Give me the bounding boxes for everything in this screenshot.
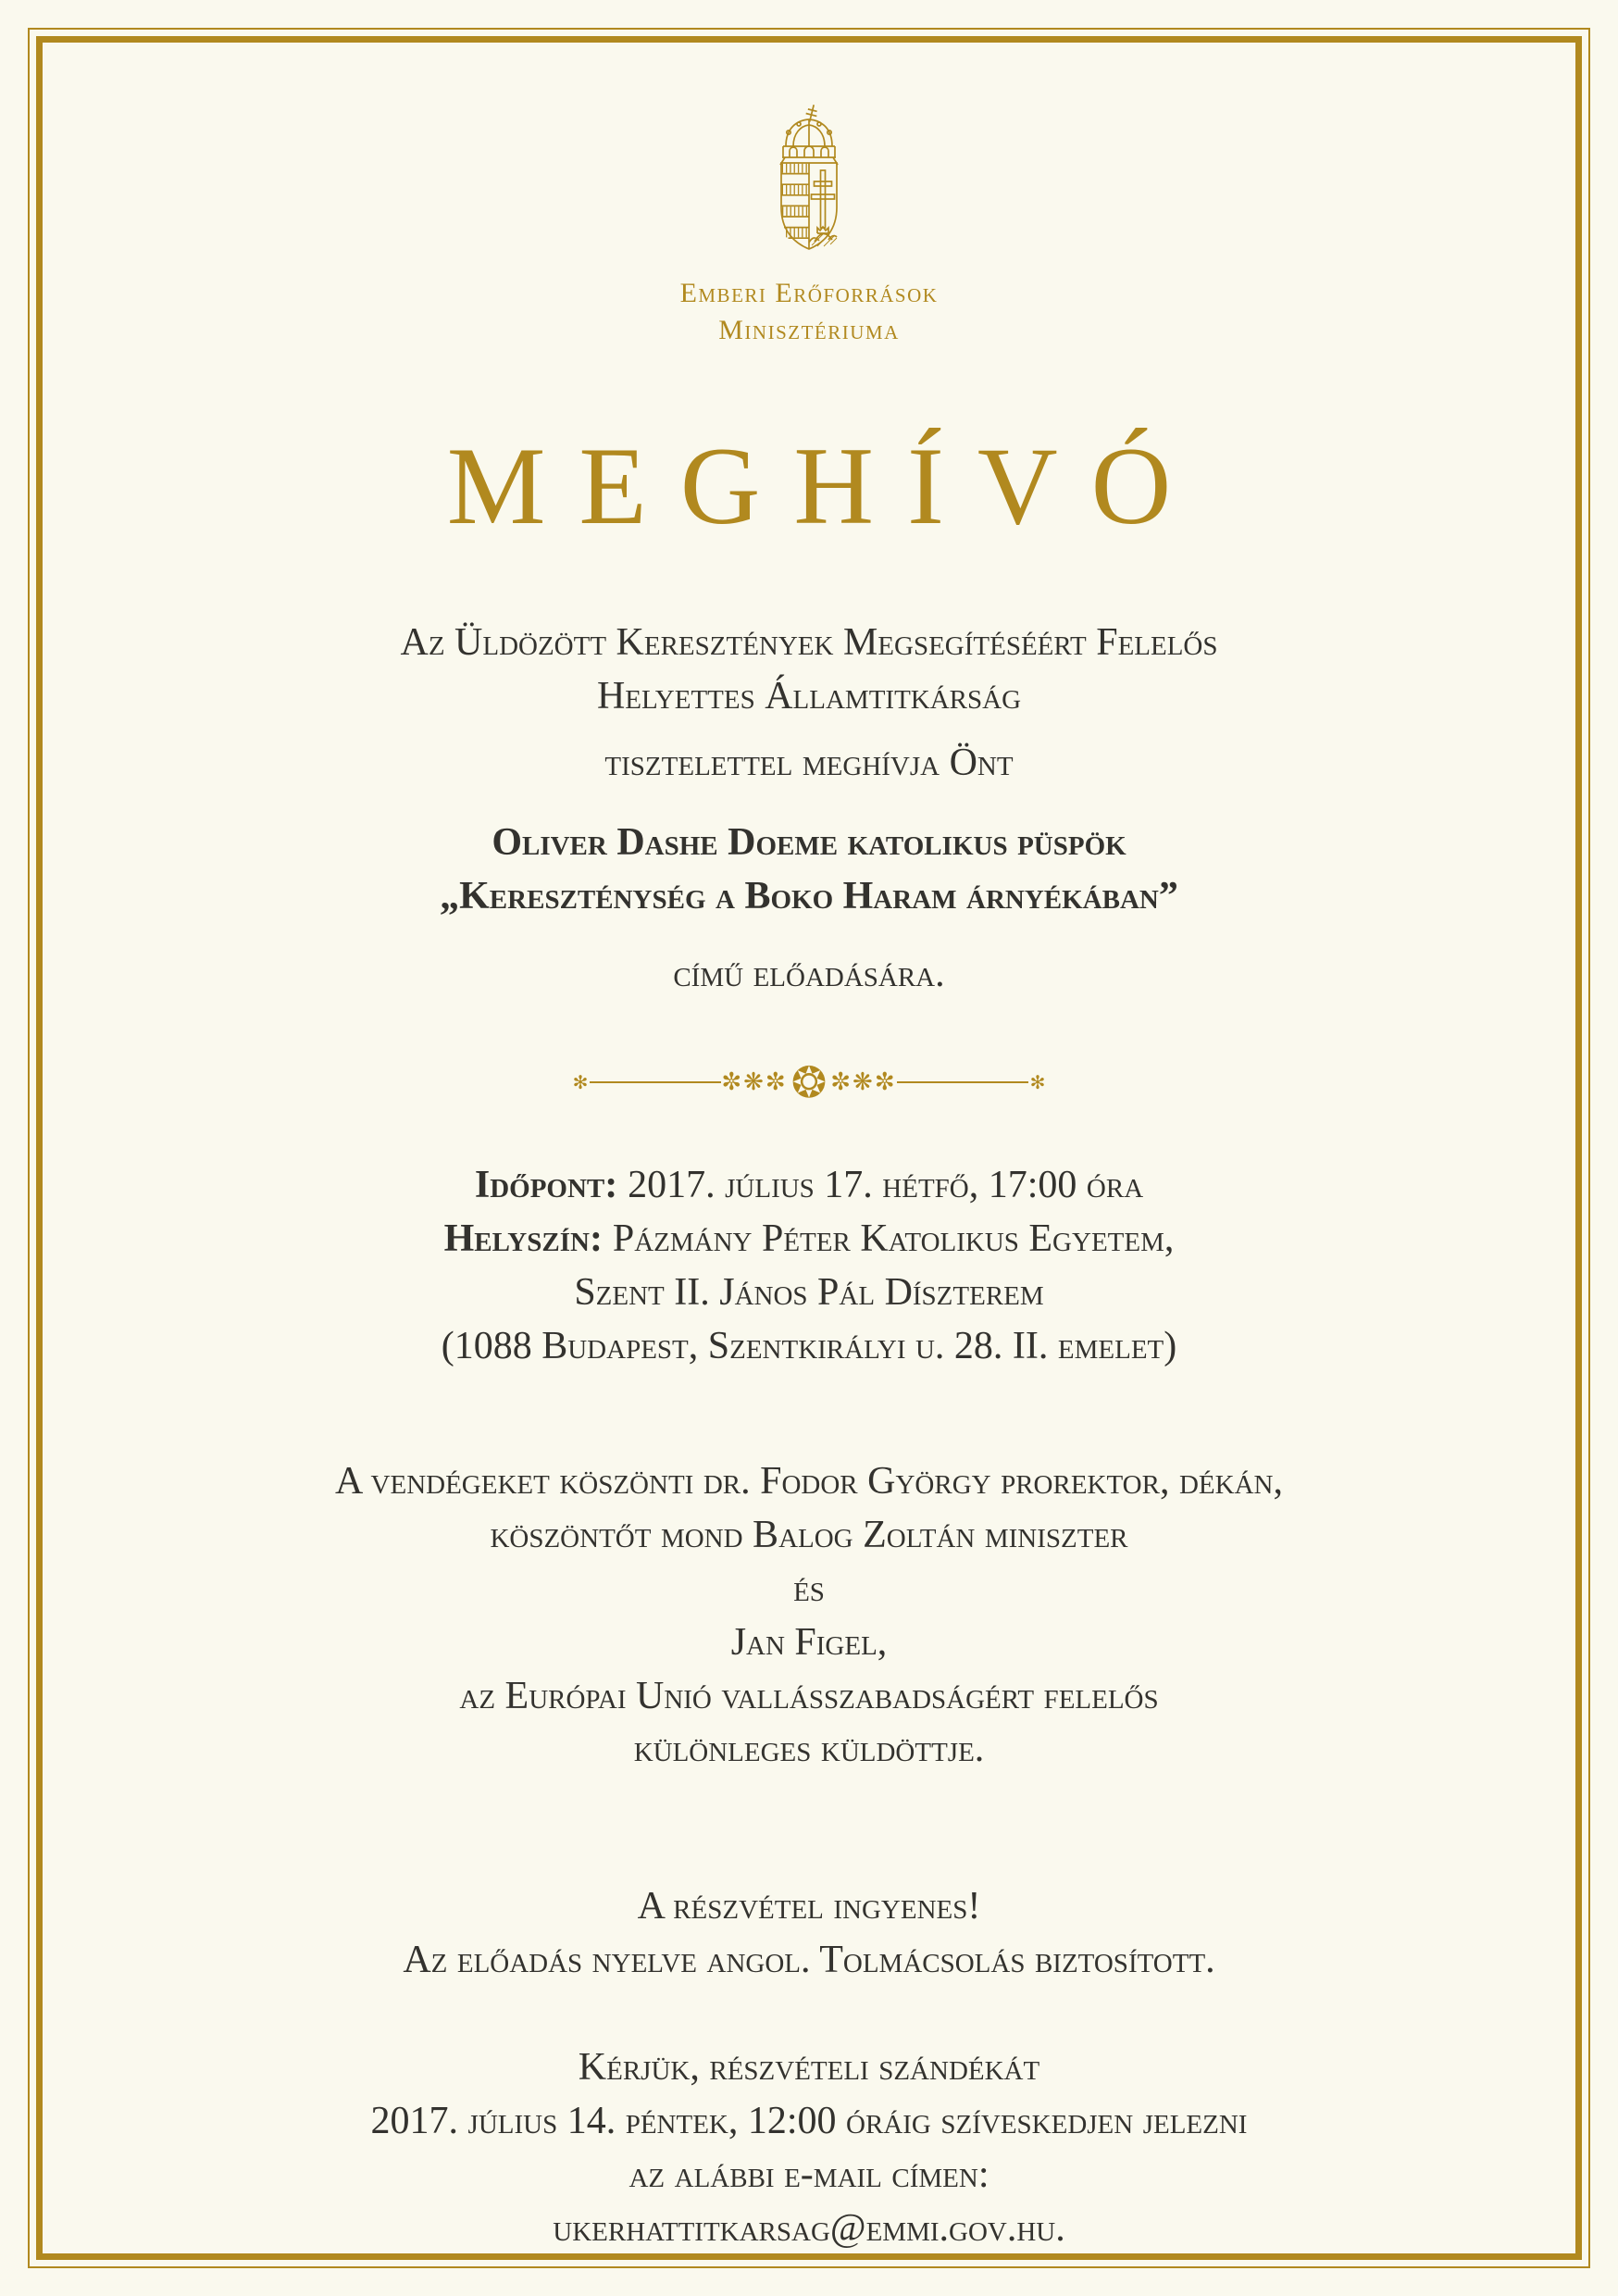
time-value: 2017. július 17. hétfő, 17:00 óra — [628, 1163, 1144, 1206]
program-line: Jan Figel, — [730, 1620, 888, 1664]
invitation-title: MEGHÍVÓ — [446, 424, 1205, 548]
divider-left-star-icon: ✻ — [572, 1070, 589, 1093]
invite-line: tisztelettel meghívja Önt — [604, 742, 1014, 785]
host-line1: Az Üldözött Keresztények Megsegítéséért Felelős — [400, 621, 1218, 665]
time-row — [43, 1159, 1575, 1213]
invitation-content — [43, 43, 1575, 2253]
venue-room: Szent II. János Pál Díszterem — [574, 1270, 1044, 1314]
program-line: A vendégeket köszönti dr. Fodor György prorektor, dékán, — [335, 1459, 1283, 1503]
language-line: Az előadás nyelve angol. Tolmácsolás biztosított. — [403, 1939, 1215, 1982]
rsvp-line3: az alábbi e-mail címen: — [629, 2153, 989, 2197]
divider-center-ornament-icon — [721, 1056, 897, 1107]
divider-cluster-right-icon: ✼❋✼ — [830, 1067, 897, 1096]
venue-row — [43, 1213, 1575, 1267]
divider-right-star-icon: ✻ — [1029, 1070, 1046, 1093]
program-section — [43, 1455, 1575, 1778]
venue-label: Helyszín: — [443, 1217, 603, 1260]
rsvp-line2: 2017. július 14. péntek, 12:00 óráig szíveskedjen jelezni — [370, 2100, 1248, 2143]
program-line: köszöntőt mond Balog Zoltán miniszter — [490, 1513, 1128, 1556]
ministry-name — [43, 275, 1575, 348]
free-entry-line: A részvétel ingyenes! — [637, 1885, 981, 1928]
program-line: az Európai Unió vallásszabadságért felelős — [459, 1674, 1159, 1717]
ministry-name-line2: Minisztériuma — [718, 314, 900, 345]
program-line: és — [793, 1566, 825, 1610]
ministry-name-line1: Emberi Erőforrások — [679, 278, 939, 308]
lecture-suffix: című előadására. — [673, 952, 945, 995]
time-label: Időpont: — [474, 1163, 618, 1206]
event-details-section — [43, 1159, 1575, 1374]
hungarian-coat-of-arms-icon — [43, 104, 1575, 266]
venue-address: (1088 Budapest, Szentkirályi u. 28. II. emelet) — [441, 1324, 1177, 1367]
rsvp-line1: Kérjük, részvételi szándékát — [578, 2046, 1040, 2090]
divider-left-rule — [590, 1081, 721, 1083]
participation-info-section — [43, 1880, 1575, 1988]
program-line: különleges küldöttje. — [633, 1728, 985, 1771]
venue-value: Pázmány Péter Katolikus Egyetem, — [612, 1217, 1175, 1260]
divider-center-star-icon: ❂ — [790, 1056, 828, 1107]
rsvp-section — [43, 2041, 1575, 2256]
divider-cluster-left-icon: ✼❋✼ — [721, 1067, 788, 1096]
host-section — [43, 617, 1575, 791]
host-line2: Helyettes Államtitkárság — [596, 675, 1022, 718]
lecture-section — [43, 817, 1575, 1002]
speaker-name: Oliver Dashe Doeme katolikus püspök — [492, 821, 1126, 865]
ornamental-divider — [43, 1056, 1575, 1107]
lecture-title: „Kereszténység a Boko Haram árnyékában” — [440, 875, 1178, 917]
coat-of-arms-svg — [740, 104, 878, 266]
rsvp-email: ukerhattitkarsag@emmi.gov.hu. — [553, 2207, 1065, 2251]
divider-right-rule — [897, 1081, 1028, 1083]
